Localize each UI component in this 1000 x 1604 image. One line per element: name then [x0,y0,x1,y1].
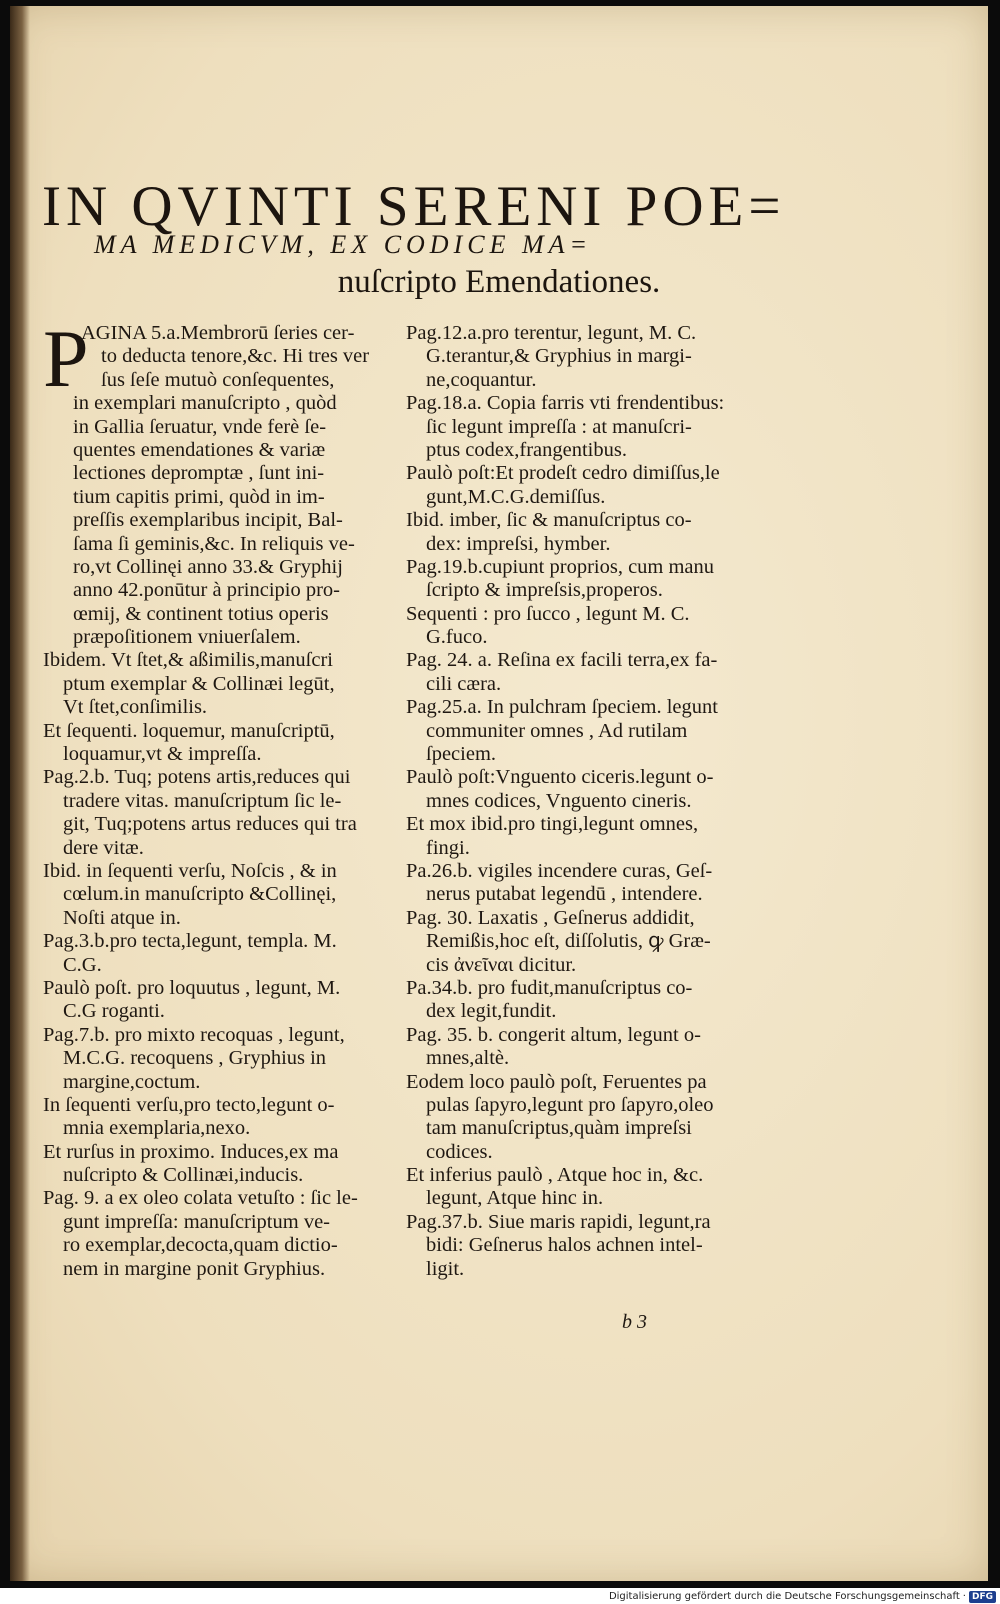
page-title-line-2: MA MEDICVM, EX CODICE MA= [94,230,593,259]
text-line: Pag. 24. a. Reſina ex facili terra,ex fa- [406,649,718,672]
text-line: lectiones depromptæ , ſunt ini- [73,462,325,485]
signature-mark: b 3 [622,1311,647,1333]
text-line: C.G. [63,953,102,976]
text-line: nerus putabat legendū , intendere. [426,883,703,906]
text-line: bidi: Geſnerus halos achnen intel- [426,1234,703,1257]
text-line: Pag. 35. b. congerit altum, legunt o- [406,1023,701,1046]
text-line: ligit. [426,1257,465,1280]
text-line: gunt,M.C.G.demiſſus. [426,485,606,508]
text-line: dere vitæ. [63,836,144,859]
text-line: Et rurſus in proximo. Induces,ex ma [43,1140,339,1163]
text-line: margine,coctum. [63,1070,201,1093]
text-line: ſama ſi geminis,&c. In reliquis ve- [73,532,355,555]
text-line: mnes,altè. [426,1047,510,1070]
text-line: Noſti atque in. [63,906,181,929]
text-line: cili cæra. [426,672,502,695]
text-line: Pag.3.b.pro tecta,legunt, templa. M. [43,930,337,953]
text-line: tium capitis primi, quòd in im- [73,485,325,508]
digitization-footer [609,1590,996,1604]
text-line: fingi. [426,836,470,859]
text-line: Pag.2.b. Tuq; potens artis,reduces qui [43,766,351,789]
text-line: G.terantur,& Gryphius in margi- [426,345,692,368]
text-line: G.fuco. [426,626,488,649]
text-line: Pag.25.a. In pulchram ſpeciem. legunt [406,696,718,719]
separator-dot: · [962,1591,966,1602]
text-line: dex legit,fundit. [426,1000,557,1023]
text-line: cis ἀνεῖναι dicitur. [426,953,577,976]
text-line: gunt impreſſa: manuſcriptum ve- [63,1210,331,1233]
text-line: tradere vitas. manuſcriptum ſic le- [63,789,342,812]
text-line: Et ſequenti. loquemur, manuſcriptū, [43,719,335,742]
page-gutter-shadow [10,6,30,1581]
text-line: In ſequenti verſu,pro tecto,legunt o- [43,1093,335,1116]
text-line: Paulò poſt:Et prodeſt cedro dimiſſus,le [406,462,720,485]
drop-cap-initial: P [43,313,89,404]
text-line: nuſcripto & Collinæi,inducis. [63,1164,304,1187]
text-line: Et inferius paulò , Atque hoc in, &c. [406,1164,704,1187]
text-line: Pag. 30. Laxatis , Geſnerus addidit, [406,906,695,929]
text-line: ſcripto & impreſsis,properos. [426,579,663,602]
text-line: Ibid. in ſequenti verſu, Noſcis , & in [43,859,337,882]
text-line: ſic legunt impreſſa : at manuſcri- [426,415,692,438]
text-line: dex: impreſsi, hymber. [426,532,611,555]
text-line: tam manuſcriptus,quàm impreſsi [426,1117,692,1140]
text-line: loquamur,vt & impreſſa. [63,743,262,766]
text-line: AGINA 5.a.Membrorū ſeries cer- [81,322,355,344]
text-line: Remißis,hoc eſt, diſſolutis, ꝙ Græ- [426,930,711,953]
text-line: ptum exemplar & Collinæi legūt, [63,672,335,695]
page-title-line-3: nuſcripto Emendationes. [337,264,661,300]
text-line: anno 42.ponūtur à principio pro- [73,579,341,602]
text-line: ſpeciem. [426,743,497,766]
text-line: nem in margine ponit Gryphius. [63,1257,326,1280]
text-line: cœlum.in manuſcripto &Collinęi, [63,883,337,906]
text-line: ſus ſeſe mutuò conſequentes, [101,368,335,391]
text-line: Pag.12.a.pro terentur, legunt, M. C. [406,322,697,344]
text-line: legunt, Atque hinc in. [426,1187,604,1210]
text-line: Sequenti : pro ſucco , legunt M. C. [406,602,690,625]
text-line: in exemplari manuſcripto , quòd [73,392,337,415]
text-line: Vt ſtet,conſimilis. [63,696,208,719]
funding-credit: Digitalisierung gefördert durch die Deutsche Forschungsgemeinschaft [608,1591,960,1602]
right-text-column [406,322,746,1281]
text-line: Pag.18.a. Copia farris vti frendentibus: [406,392,725,415]
text-line: pulas ſapyro,legunt pro ſapyro,oleo [426,1093,714,1116]
text-line: Pag.19.b.cupiunt proprios, cum manu [406,555,715,578]
text-line: codices. [426,1140,493,1163]
text-line: quentes emendationes & variæ [73,438,326,461]
dfg-logo: DFG [969,1591,996,1603]
text-line: Paulò poſt. pro loquutus , legunt, M. [43,976,341,999]
text-line: Paulò poſt:Vnguento ciceris.legunt o- [406,766,714,789]
text-line: Pag.7.b. pro mixto recoquas , legunt, [43,1023,345,1046]
left-text-column [43,313,383,1281]
text-line: ptus codex,frangentibus. [426,438,627,461]
text-line: communiter omnes , Ad rutilam [426,719,688,742]
page-title-line-1: IN QVINTI SERENI POE= [42,175,786,238]
text-line: Eodem loco paulò poſt, Feruentes pa [406,1070,707,1093]
text-line: in Gallia ſeruatur, vnde ferè ſe- [73,415,327,438]
text-line: ne,coquantur. [426,368,537,391]
text-line: Pag. 9. a ex oleo colata vetuſto : ſic le- [43,1187,358,1210]
text-line: Pa.34.b. pro fudit,manuſcriptus co- [406,976,693,999]
text-line: preſſis exemplaribus incipit, Bal- [73,509,343,532]
text-line: Ibid. imber, ſic & manuſcriptus co- [406,509,692,532]
text-line: Pag.37.b. Siue maris rapidi, legunt,ra [406,1210,711,1233]
text-line: Pa.26.b. vigiles incendere curas, Geſ- [406,859,713,882]
text-line: mnes codices, Vnguento cineris. [426,789,692,812]
text-line: to deducta tenore,&c. Hi tres ver [101,345,370,368]
text-line: Ibidem. Vt ſtet,& aßimilis,manuſcri [43,649,333,672]
text-line: œmij, & continent totius operis [73,602,329,625]
text-line: M.C.G. recoquens , Gryphius in [63,1047,327,1070]
text-line: Et mox ibid.pro tingi,legunt omnes, [406,813,699,836]
text-line: mnia exemplaria,nexo. [63,1117,251,1140]
text-line: git, Tuq;potens artus reduces qui tra [63,813,357,836]
text-line: C.G roganti. [63,1000,165,1023]
text-line: ro exemplar,decocta,quam dictio- [63,1234,338,1257]
book-page [10,6,988,1581]
text-line: ro,vt Collinęi anno 33.& Gryphij [73,555,343,578]
text-line: præpoſitionem vniuerſalem. [73,626,301,649]
